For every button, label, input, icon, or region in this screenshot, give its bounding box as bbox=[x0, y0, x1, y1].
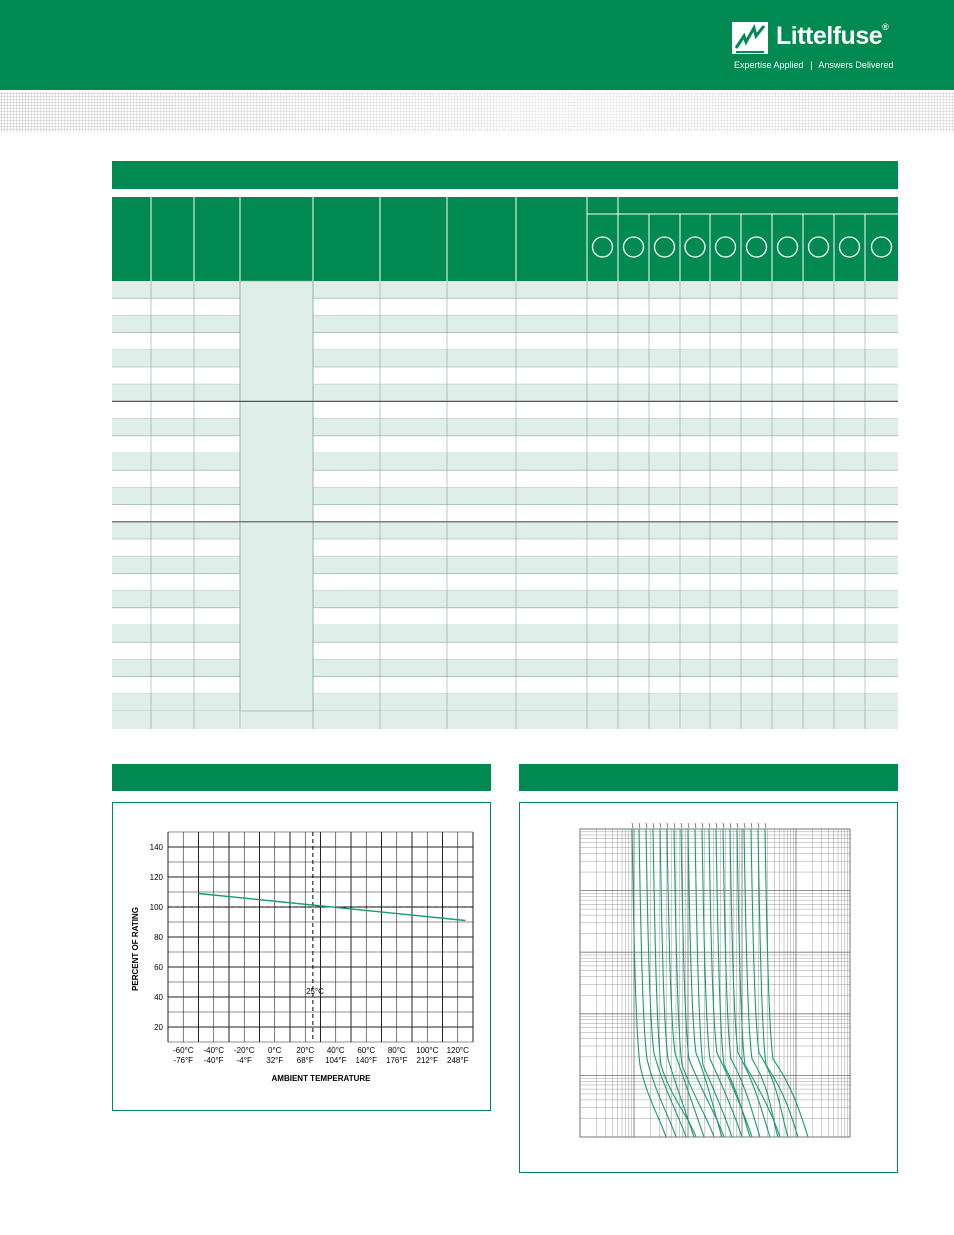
derating-x-tick-label-c: 0°C bbox=[268, 1046, 282, 1055]
tc-curve-label-mark bbox=[709, 823, 710, 828]
table-layer bbox=[112, 197, 898, 729]
table-row-tint bbox=[112, 315, 898, 332]
derating-x-tick-label-c: -20°C bbox=[233, 1046, 255, 1055]
table-row-tint bbox=[112, 591, 898, 608]
tc-curve-label-mark bbox=[716, 823, 717, 828]
derating-y-tick-label: 120 bbox=[149, 873, 163, 882]
derating-x-tick-label-c: -40°C bbox=[203, 1046, 225, 1055]
derating-x-tick-label-f: 32°F bbox=[266, 1056, 284, 1065]
tc-curve-label-mark bbox=[632, 823, 633, 828]
derating-y-axis-label: PERCENT OF RATING bbox=[131, 907, 140, 991]
tc-curve bbox=[674, 829, 714, 1137]
tc-curve bbox=[751, 829, 788, 1137]
derating-y-ticks bbox=[150, 843, 164, 1032]
table-row-tint bbox=[112, 659, 898, 676]
table-row-tint bbox=[112, 556, 898, 573]
derating-y-tick-label: 80 bbox=[154, 933, 163, 942]
derating-x-tick-label-f: 104°F bbox=[325, 1056, 347, 1065]
tc-curve-label-mark bbox=[723, 823, 724, 828]
table-title-bar bbox=[112, 161, 898, 189]
tc-curve-label-mark bbox=[681, 823, 682, 828]
time-current-curves bbox=[632, 829, 808, 1137]
derating-y-tick-label: 60 bbox=[154, 963, 163, 972]
derating-x-tick-label-f: -40°F bbox=[203, 1056, 224, 1065]
table-row-tint bbox=[112, 711, 898, 729]
littelfuse-logo[interactable] bbox=[732, 20, 902, 76]
derating-x-tick-label-c: 60°C bbox=[357, 1046, 376, 1055]
derating-chart-panel bbox=[112, 802, 491, 1111]
derating-grid bbox=[168, 832, 473, 1042]
tc-curve-label-mark bbox=[758, 823, 759, 828]
table-row-tint bbox=[112, 281, 898, 298]
tc-curve-label-mark bbox=[702, 823, 703, 828]
tc-curve-label-mark bbox=[646, 823, 647, 828]
tc-curve bbox=[702, 829, 742, 1137]
tc-curve-label-mark bbox=[688, 823, 689, 828]
derating-x-ticks bbox=[173, 1046, 469, 1065]
tc-curve-label-mark bbox=[674, 823, 675, 828]
table-row-tint bbox=[112, 350, 898, 367]
derating-y-tick-label: 20 bbox=[154, 1023, 163, 1032]
derating-y-tick-label: 100 bbox=[149, 903, 163, 912]
tc-frame bbox=[580, 829, 850, 1137]
ordering-table bbox=[112, 197, 898, 729]
table-header-band bbox=[112, 197, 898, 281]
tc-curve-label-mark bbox=[639, 823, 640, 828]
merged-cell bbox=[240, 281, 313, 711]
table-row-tint bbox=[112, 419, 898, 436]
derating-chart bbox=[113, 803, 490, 1110]
derating-x-axis-label: AMBIENT TEMPERATURE bbox=[271, 1074, 371, 1083]
derating-x-tick-label-f: 68°F bbox=[296, 1056, 314, 1065]
derating-x-tick-label-f: 212°F bbox=[416, 1056, 438, 1065]
derating-x-tick-label-f: -4°F bbox=[236, 1056, 252, 1065]
brand-name: Littelfuse® bbox=[776, 22, 889, 50]
page-header-band bbox=[0, 0, 954, 90]
dot-pattern-fade bbox=[0, 92, 954, 132]
tc-curve-label-mark bbox=[744, 823, 745, 828]
tagline-separator: | bbox=[810, 60, 813, 70]
derating-x-tick-label-f: -76°F bbox=[173, 1056, 194, 1065]
time-current-title-bar bbox=[519, 764, 898, 791]
time-current-grid bbox=[580, 829, 850, 1137]
tc-curve-label-mark bbox=[737, 823, 738, 828]
time-current-chart-panel bbox=[519, 802, 898, 1173]
derating-annotation-25c: 25°C bbox=[306, 987, 324, 996]
brand-tagline bbox=[734, 60, 893, 70]
tc-curve-label-mark bbox=[660, 823, 661, 828]
derating-x-tick-label-c: 100°C bbox=[416, 1046, 439, 1055]
tc-curve-label-mark bbox=[667, 823, 668, 828]
tc-curve bbox=[765, 829, 808, 1137]
table-row-tint bbox=[112, 384, 898, 401]
derating-x-tick-label-f: 140°F bbox=[355, 1056, 377, 1065]
table-row-tint bbox=[112, 694, 898, 711]
tc-curve bbox=[758, 829, 798, 1137]
table-row-tint bbox=[112, 625, 898, 642]
derating-y-tick-label: 40 bbox=[154, 993, 163, 1002]
table-row-tint bbox=[112, 487, 898, 504]
derating-x-tick-label-c: 120°C bbox=[446, 1046, 469, 1055]
tc-curve-label-mark bbox=[695, 823, 696, 828]
derating-x-tick-label-c: -60°C bbox=[172, 1046, 194, 1055]
tc-curve bbox=[730, 829, 770, 1137]
tc-curve-label-mark bbox=[765, 823, 766, 828]
tc-curve bbox=[646, 829, 686, 1137]
time-current-curve-labels bbox=[632, 823, 766, 828]
tc-curve-label-mark bbox=[751, 823, 752, 828]
tagline-left: Expertise Applied bbox=[734, 60, 804, 70]
derating-x-tick-label-f: 176°F bbox=[386, 1056, 408, 1065]
derating-x-tick-label-c: 40°C bbox=[326, 1046, 345, 1055]
derating-y-tick-label: 140 bbox=[149, 843, 163, 852]
time-current-chart bbox=[520, 803, 897, 1172]
table-row-tint bbox=[112, 453, 898, 470]
tagline-right: Answers Delivered bbox=[818, 60, 894, 70]
littelfuse-logo-icon bbox=[732, 22, 768, 54]
derating-x-tick-label-c: 80°C bbox=[387, 1046, 406, 1055]
table-row-tint bbox=[112, 522, 898, 539]
derating-x-tick-label-f: 248°F bbox=[447, 1056, 469, 1065]
derating-x-tick-label-c: 20°C bbox=[296, 1046, 315, 1055]
tc-curve-label-mark bbox=[730, 823, 731, 828]
derating-title-bar bbox=[112, 764, 491, 791]
tc-curve-label-mark bbox=[653, 823, 654, 828]
